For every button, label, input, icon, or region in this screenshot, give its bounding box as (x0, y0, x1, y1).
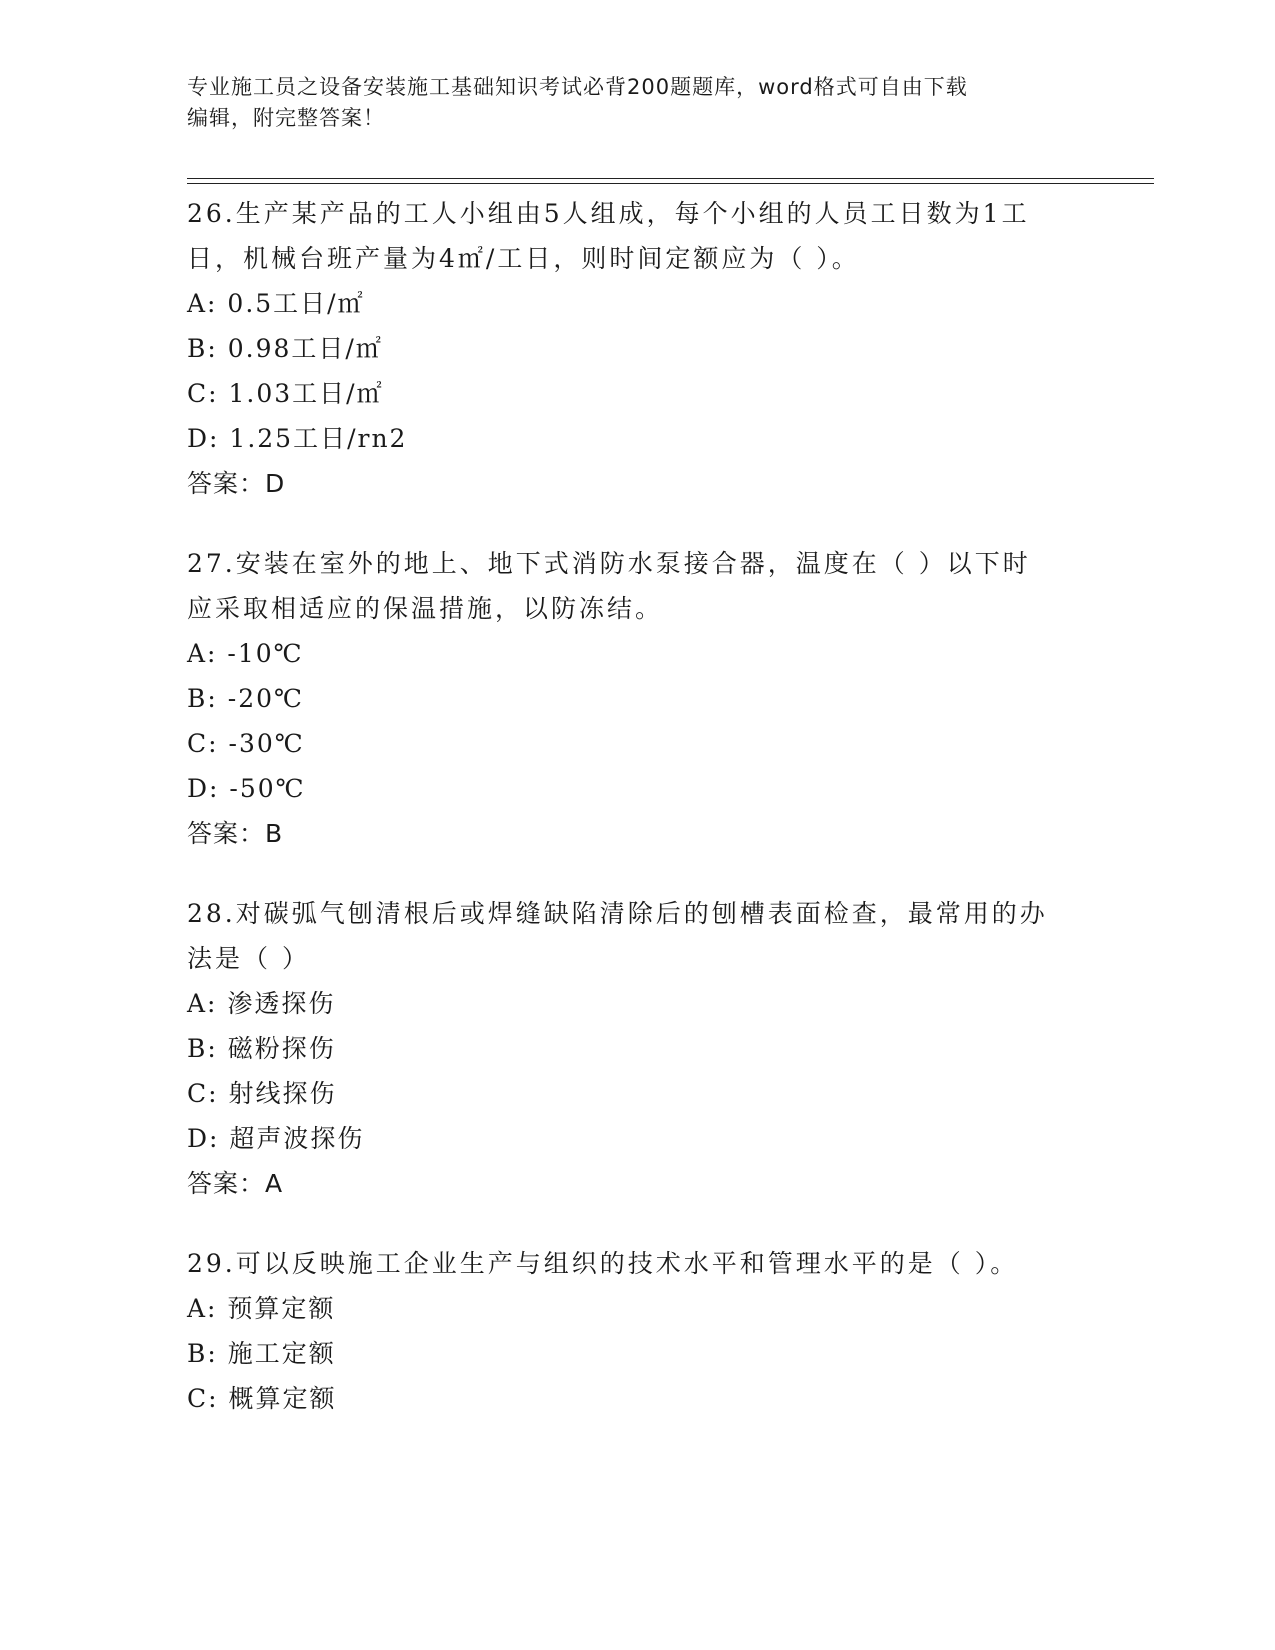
document-header (187, 72, 1067, 134)
option-c: C: 概算定额 (187, 1384, 337, 1413)
question-stem: 法是（ ） (187, 944, 310, 973)
question-stem: 29.可以反映施工企业生产与组织的技术水平和管理水平的是（ ）。 (187, 1249, 1019, 1278)
option-b: B: -20℃ (187, 684, 304, 713)
question-stem: 27.安装在室外的地上、地下式消防水泵接合器，温度在（ ）以下时 (187, 549, 1031, 578)
option-a: A: 0.5工日/㎡ (187, 289, 365, 318)
header-divider-top (187, 178, 1154, 179)
answer-line: 答案：A (187, 1169, 284, 1198)
option-b: B: 施工定额 (187, 1339, 336, 1368)
option-c: C: 射线探伤 (187, 1079, 337, 1108)
question-28 (187, 891, 1087, 1206)
option-c: C: 1.03工日/㎡ (187, 379, 384, 408)
question-stem: 26.生产某产品的工人小组由5人组成，每个小组的人员工日数为1工 (187, 199, 1030, 228)
question-27 (187, 541, 1087, 856)
question-26 (187, 191, 1087, 506)
question-list (187, 191, 1087, 1456)
answer-line: 答案：B (187, 819, 284, 848)
header-divider-bottom (187, 183, 1154, 184)
option-a: A: 渗透探伤 (187, 989, 336, 1018)
option-d: D: -50℃ (187, 774, 306, 803)
header-line-1: 专业施工员之设备安装施工基础知识考试必背200题题库，word格式可自由下载 (187, 75, 968, 99)
question-stem: 应采取相适应的保温措施，以防冻结。 (187, 594, 664, 623)
option-a: A: -10℃ (187, 639, 304, 668)
answer-line: 答案：D (187, 469, 286, 498)
option-c: C: -30℃ (187, 729, 305, 758)
option-d: D: 超声波探伤 (187, 1124, 365, 1153)
option-d: D: 1.25工日/rn2 (187, 424, 408, 453)
option-a: A: 预算定额 (187, 1294, 336, 1323)
option-b: B: 磁粉探伤 (187, 1034, 336, 1063)
option-b: B: 0.98工日/㎡ (187, 334, 383, 363)
header-line-2: 编辑，附完整答案！ (187, 106, 385, 130)
question-stem: 日，机械台班产量为4㎡/工日，则时间定额应为（ ）。 (187, 244, 860, 273)
question-29 (187, 1241, 1087, 1421)
question-stem: 28.对碳弧气刨清根后或焊缝缺陷清除后的刨槽表面检查，最常用的办 (187, 899, 1048, 928)
